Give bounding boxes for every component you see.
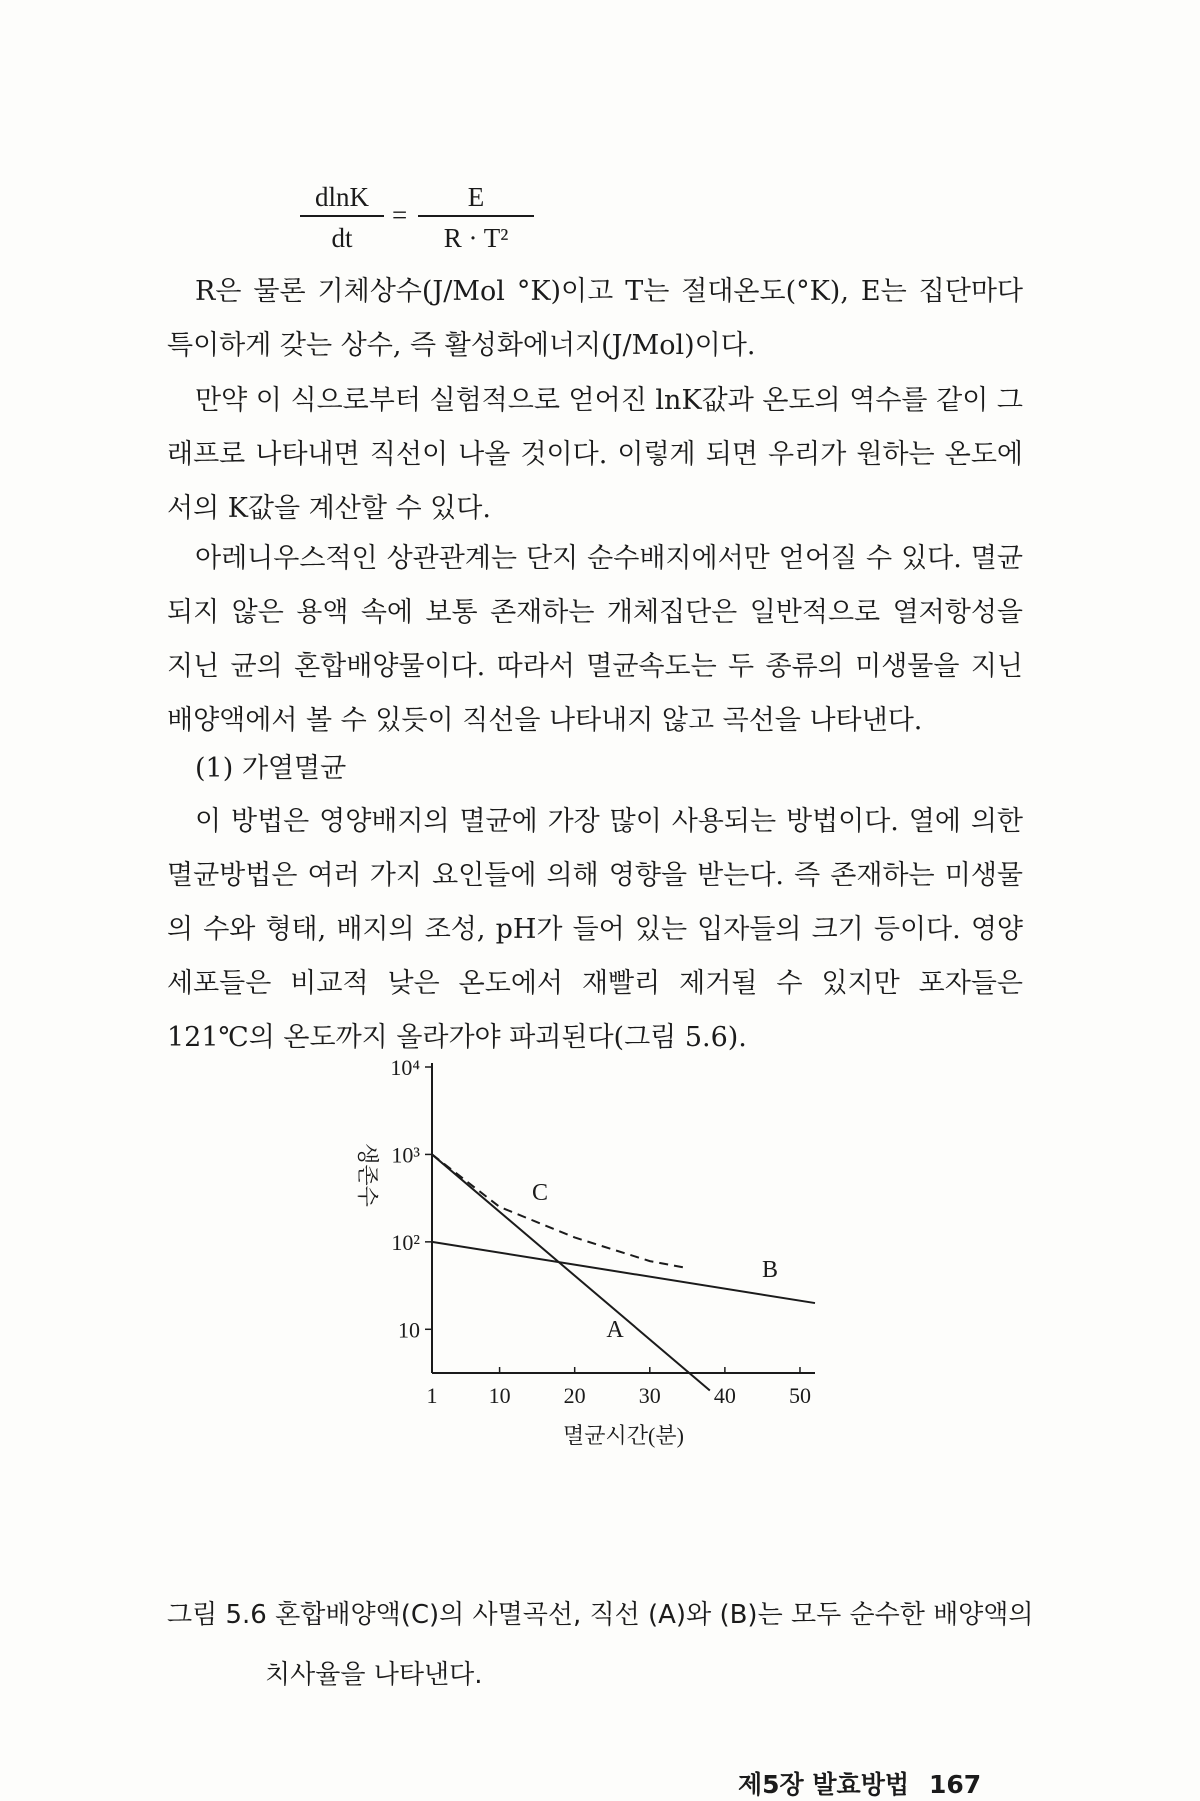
- formula-rhs-denominator: R · T²: [443, 223, 509, 253]
- x-axis-label: 멸균시간(분): [563, 1423, 684, 1448]
- page-footer: [738, 1765, 1038, 1801]
- series-label-a: A: [606, 1317, 624, 1343]
- paragraph-text: 이 방법은 영양배지의 멸균에 가장 많이 사용되는 방법이다. 열에 의한 멸균방법은 여러 가지 요인들에 의해 영향을 받는다. 즉 존재하는 미생물의 수와 형태, 배지의 조성, pH가 들어 있는 입자들의 크기 등이다. 영양세포들은 비교적 낮은 온도에서 재빨리 제거될 수 있지만 포자들은 121℃의 온도까지 올라가야 파괴된다(그림 5.6).: [167, 806, 1023, 1053]
- chapter-title: 제5장 발효방법: [738, 1770, 909, 1799]
- series-label-c: C: [531, 1180, 549, 1206]
- y-tick-label: 10: [398, 1317, 420, 1343]
- x-tick-label: 1: [426, 1383, 438, 1408]
- series-line-c: [432, 1154, 687, 1268]
- y-tick-label: 10²: [391, 1229, 420, 1255]
- formula-rhs: [418, 182, 534, 254]
- paragraph-text: 만약 이 식으로부터 실험적으로 얻어진 lnK값과 온도의 역수를 같이 그래프로 나타내면 직선이 나올 것이다. 이렇게 되면 우리가 원하는 온도에서의 K값을 계산할 수 있다.: [167, 385, 1023, 524]
- series-label-b: B: [761, 1257, 779, 1283]
- y-tick-label: 10³: [391, 1142, 420, 1168]
- paragraph-constants: [167, 265, 1023, 373]
- x-tick-label: 40: [713, 1383, 736, 1408]
- x-tick-label: 20: [563, 1383, 586, 1408]
- formula-lhs-numerator: dlnK: [315, 182, 369, 212]
- formula-lhs-denominator: dt: [331, 223, 353, 253]
- page-number: 167: [929, 1770, 982, 1799]
- y-tick-label: 10⁴: [390, 1055, 420, 1080]
- caption-line-2: 치사율을 나타낸다.: [265, 1660, 483, 1690]
- series-line-a: [432, 1154, 710, 1390]
- y-axis-label: 생존수: [355, 1143, 380, 1207]
- x-tick-label: 50: [788, 1383, 811, 1408]
- formula-equals: =: [392, 200, 408, 230]
- figure-caption: [167, 1585, 1047, 1705]
- paragraph-heat-sterilization: [167, 795, 1023, 1065]
- formula-rhs-numerator: E: [467, 182, 485, 212]
- section-heading: (1) 가열멸균: [195, 753, 347, 784]
- paragraph-graph: [167, 374, 1023, 536]
- caption-line-1: 그림 5.6 혼합배양액(C)의 사멸곡선, 직선 (A)와 (B)는 모두 순수한 배양액의: [167, 1600, 1034, 1630]
- paragraph-text: R은 물론 기체상수(J/Mol °K)이고 T는 절대온도(°K), E는 집단마다 특이하게 갖는 상수, 즉 활성화에너지(J/Mol)이다.: [167, 276, 1023, 361]
- series-line-b: [432, 1242, 815, 1303]
- x-tick-label: 30: [638, 1383, 661, 1408]
- x-tick-label: 10: [488, 1383, 511, 1408]
- formula-lhs: [300, 182, 384, 254]
- paragraph-arrhenius: [167, 532, 1023, 748]
- paragraph-text: 아레니우스적인 상관관계는 단지 순수배지에서만 얻어질 수 있다. 멸균되지 않은 용액 속에 보통 존재하는 개체집단은 일반적으로 열저항성을 지닌 균의 혼합배양물이다. 따라서 멸균속도는 두 종류의 미생물을 지닌 배양액에서 볼 수 있듯이 직선을 나타내지 않고 곡선을 나타낸다.: [167, 543, 1023, 736]
